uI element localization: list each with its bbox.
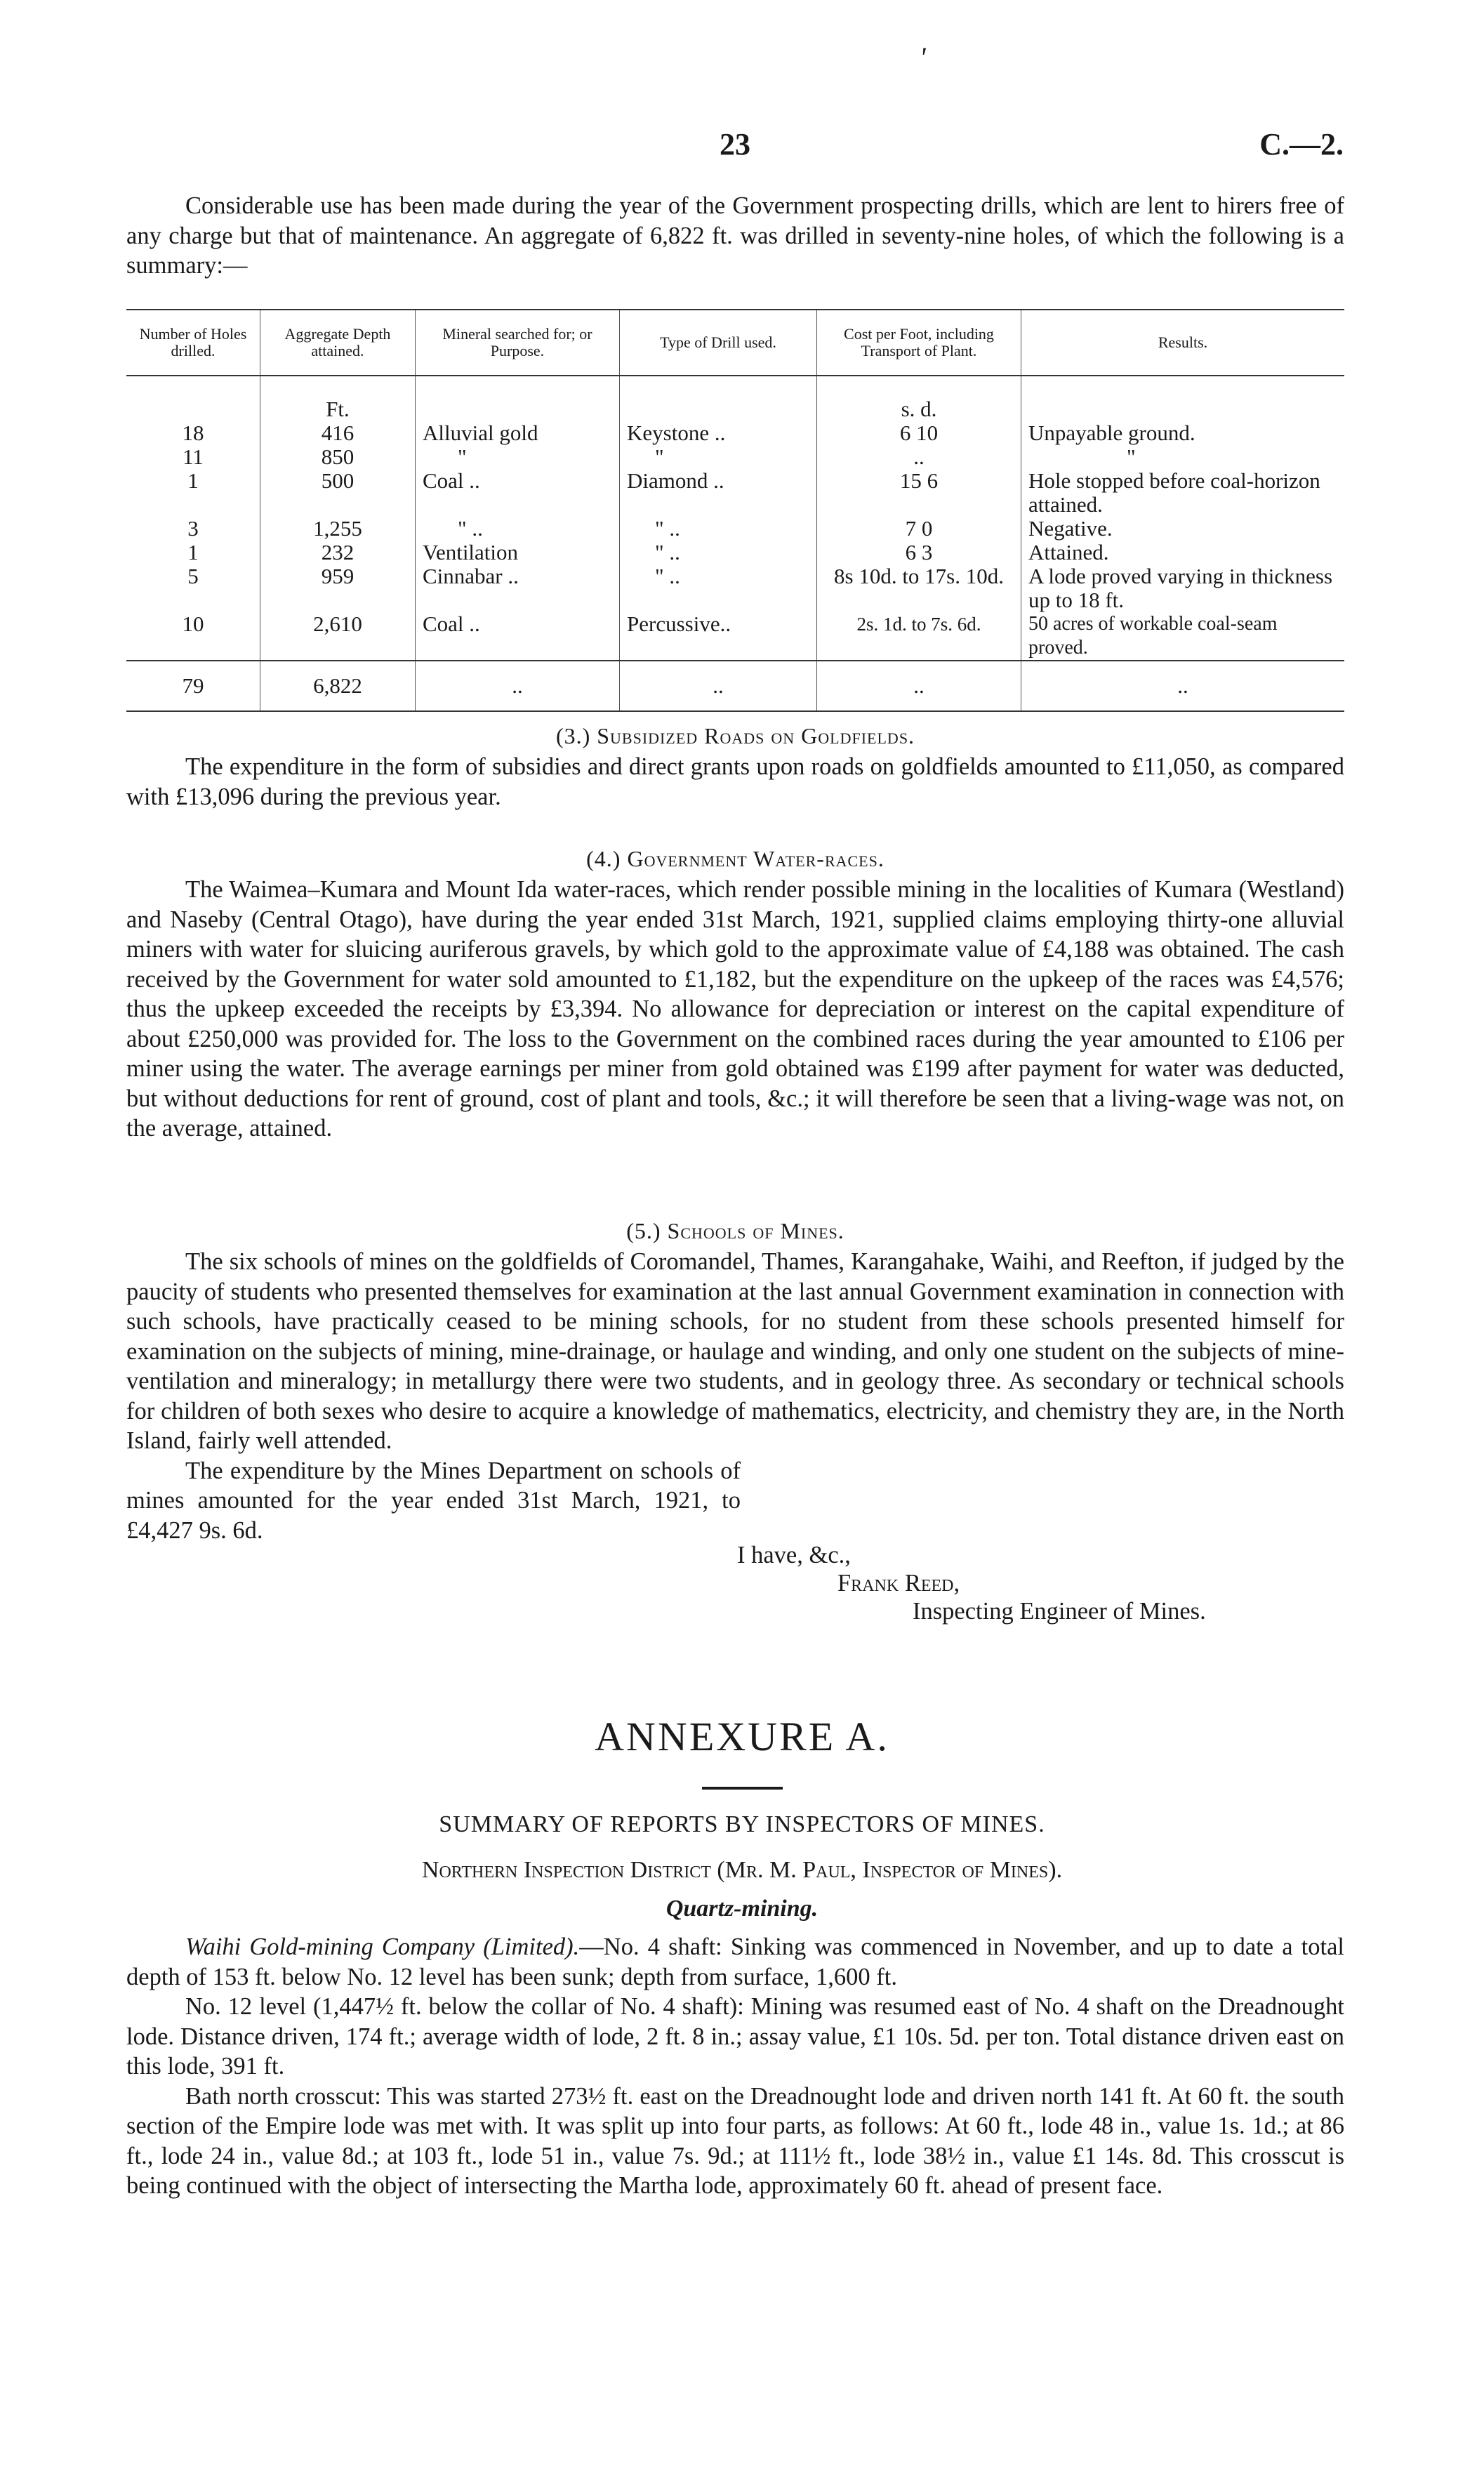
cell-depth: 959 (260, 564, 416, 612)
section-paragraph: The six schools of mines on the goldfields of Coromandel, Thames, Karangahake, Waihi, and Reefton, if judged by the paucity of students who presented themselves for examination at the last annual Government examination in connection with such schools, have practically ceased to be mining schools, for no student from these schools presented himself for examination on the subjects of mining, mine-drainage, or haulage and winding, and only one student on the subjects of mine-ventilation and mineralogy; in metallurgy there were two students, and in geology three. As secondary or technical schools for children of both sexes who desire to acquire a knowledge of mathematics, electricity, and chemistry they are, in the North Island, fairly well attended. (126, 1248, 1344, 1454)
section-paragraph: The Waimea–Kumara and Mount Ida water-races, which render possible mining in the localities of Kumara (Westland) and Naseby (Central Otago), have during the year ended 31st March, 1921, supplied claims employing thirty-one alluvial miners with water for sluicing auriferous gravels, by which gold to the approximate value of £4,188 was obtained. The cash received by the Government for water sold amounted to £1,182, but the expenditure on the upkeep of the races was £4,576; thus the upkeep exceeded the receipts by £3,394. No allowance for depreciation or interest on the capital expenditure of about £250,000 was provided for. The loss to the Government on the combined races during the year amounted to £106 per miner using the water. The average earnings per miner from gold obtained was £199 after payment for water was deducted, but without deductions for rent of ground, cost of plant and tools, &c.; it will therefore be seen that a living-wage was not, on the average, attained. (126, 876, 1344, 1142)
total-results: .. (1021, 661, 1345, 711)
section-heading: (5.) Schools of Mines. (626, 1218, 844, 1243)
cell-depth: 232 (260, 541, 416, 564)
cell-results: Unpayable ground. (1021, 421, 1345, 445)
cell-depth: 850 (260, 445, 416, 469)
total-cost: .. (817, 661, 1021, 711)
table-row (126, 517, 1344, 541)
header-drill: Type of Drill used. (620, 310, 817, 376)
header-depth: Aggregate Depth attained. (260, 310, 416, 376)
cell-mineral: Alluvial gold (416, 421, 620, 445)
cell-depth: 500 (260, 469, 416, 517)
section-heading: (4.) Government Water-races. (586, 846, 885, 871)
table-header-row (126, 310, 1344, 376)
cell-results: 50 acres of workable coal-seam proved. (1021, 612, 1345, 661)
header-results: Results. (1021, 310, 1345, 376)
annexure-subtitle: SUMMARY OF REPORTS BY INSPECTORS OF MINES. (439, 1811, 1045, 1837)
cell-cost: 7 0 (817, 517, 1021, 541)
table-row (126, 541, 1344, 564)
drill-summary-table (126, 309, 1344, 712)
total-holes: 79 (126, 661, 260, 711)
table-total-row (126, 661, 1344, 711)
annexure-paragraph: No. 12 level (1,447½ ft. below the collar of No. 4 shaft): Mining was resumed east of No. 4 shaft on the Dreadnought lode. Distance driven, 174 ft.; average width of lode, 2 ft. 8 in.; assay value, £1 10s. 5d. per ton. Total distance driven east on this lode, 391 ft. (126, 1993, 1344, 2080)
company-name: Waihi Gold-mining Company (Limited). (185, 1933, 580, 1960)
table-row (126, 421, 1344, 445)
divider (702, 1787, 783, 1790)
annexure-body (126, 1932, 1344, 2201)
cell-results: Attained. (1021, 541, 1345, 564)
cell-holes: 11 (183, 444, 204, 469)
district-heading: Northern Inspection District (Mr. M. Paul, Inspector of Mines). (421, 1857, 1063, 1883)
annexure-paragraph: Waihi Gold-mining Company (Limited).—No. 4 shaft: Sinking was commenced in November, and up to date a total depth of 153 ft. below No. 12 level has been sunk; depth from surface, 1,600 ft. (126, 1933, 1345, 1990)
signature-name: Frank Reed, (837, 1570, 960, 1597)
page-number: 23 (720, 127, 750, 161)
annexure-title: ANNEXURE A. (595, 1714, 889, 1759)
cell-drill: Percussive.. (620, 612, 817, 661)
cell-drill: " .. (620, 564, 817, 612)
cell-depth: 416 (260, 421, 416, 445)
unit-depth: Ft. (260, 376, 416, 421)
header-cost: Cost per Foot, including Transport of Plant. (817, 310, 1021, 376)
section-paragraph: The expenditure in the form of subsidies and direct grants upon roads on goldfields amounted to £11,050, as compared with £13,096 during the previous year. (126, 753, 1344, 810)
total-depth: 6,822 (260, 661, 416, 711)
table-row (126, 612, 1344, 661)
signature-greeting: I have, &c., (737, 1542, 851, 1568)
cell-mineral: Cinnabar .. (416, 564, 620, 612)
cell-results: Hole stopped before coal-horizon attained. (1021, 469, 1345, 517)
cell-depth: 2,610 (260, 612, 416, 661)
cell-mineral: Ventilation (416, 541, 620, 564)
cell-drill: Keystone .. (620, 421, 817, 445)
cell-cost: 6 10 (817, 421, 1021, 445)
total-mineral: .. (416, 661, 620, 711)
section-water-races (126, 846, 1344, 1144)
cell-results: " (1021, 445, 1345, 469)
cell-holes: 3 (187, 516, 199, 541)
table-row (126, 469, 1344, 517)
section-schools-of-mines (126, 1218, 1344, 1545)
header-holes: Number of Holes drilled. (126, 310, 260, 376)
cell-cost: 15 6 (817, 469, 1021, 517)
category-heading: Quartz-mining. (665, 1896, 819, 1922)
cell-cost: 8s 10d. to 17s. 10d. (817, 564, 1021, 612)
section-heading: (3.) Subsidized Roads on Goldfields. (555, 723, 915, 748)
cell-holes: 1 (187, 540, 199, 564)
units-row (126, 376, 1344, 421)
total-drill: .. (620, 661, 817, 711)
annexure-paragraph: Bath north crosscut: This was started 273½ ft. east on the Dreadnought lode and driven north 141 ft. At 60 ft. the south section of the Empire lode was met with. It was split up into four parts, as follows: At 60 ft., lode 48 in., value 1s. 1d.; at 86 ft., lode 24 in., value 8d.; at 103 ft., lode 51 in., value 7s. 9d.; at 111½ ft., lode 38½ in., value £1 14s. 8d. This crosscut is being continued with the object of intersecting the Martha lode, approximately 60 ft. ahead of present face. (126, 2082, 1344, 2199)
cell-mineral: Coal .. (416, 469, 620, 517)
cell-mineral: " (416, 445, 620, 469)
cell-holes: 18 (182, 421, 204, 445)
cell-mineral: " .. (416, 517, 620, 541)
table-row (126, 564, 1344, 612)
intro-paragraph: Considerable use has been made during the year of the Government prospecting drills, which are lent to hirers free of any charge but that of maintenance. An aggregate of 6,822 ft. was drilled in seventy-nine holes, of which the following is a summary:— (126, 192, 1344, 279)
cell-drill: Diamond .. (620, 469, 817, 517)
cell-depth: 1,255 (260, 517, 416, 541)
cell-results: Negative. (1021, 517, 1345, 541)
cell-mineral: Coal .. (416, 612, 620, 661)
cell-holes: 10 (182, 612, 204, 636)
intro-block (126, 191, 1344, 281)
cell-drill: " (620, 445, 817, 469)
margin-mark: ' (920, 41, 926, 73)
signature-title: Inspecting Engineer of Mines. (913, 1598, 1206, 1625)
cell-holes: 1 (187, 468, 199, 493)
cell-cost: 2s. 1d. to 7s. 6d. (817, 612, 1021, 661)
cell-cost: .. (817, 445, 1021, 469)
table-row (126, 445, 1344, 469)
cell-results: A lode proved varying in thickness up to 18 ft. (1021, 564, 1345, 612)
cell-holes: 5 (187, 564, 199, 588)
cell-drill: " .. (620, 517, 817, 541)
page-reference: C.—2. (1259, 127, 1344, 161)
section-paragraph: The expenditure by the Mines Department on schools of mines amounted for the year ended 31st March, 1921, to £4,427 9s. 6d. (126, 1457, 741, 1544)
header-mineral: Mineral searched for; or Purpose. (416, 310, 620, 376)
cell-drill: " .. (620, 541, 817, 564)
unit-cost: s. d. (817, 376, 1021, 421)
cell-cost: 6 3 (817, 541, 1021, 564)
section-subsidized-roads (126, 723, 1344, 812)
